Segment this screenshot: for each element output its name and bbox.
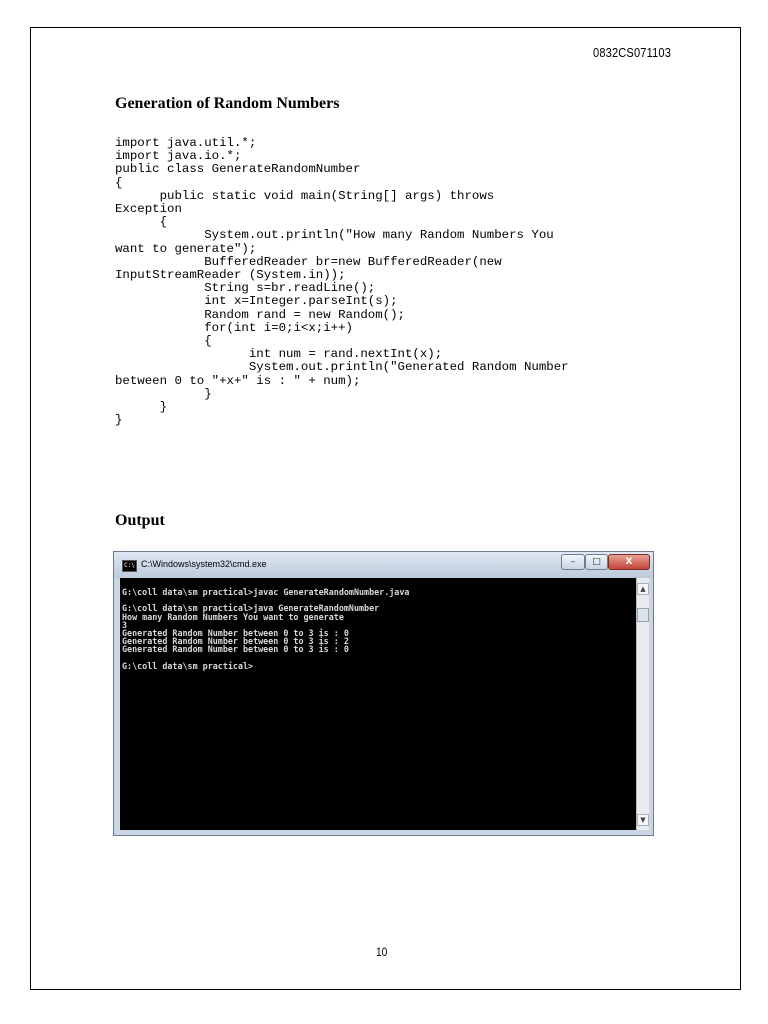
console-window-title: C:\Windows\system32\cmd.exe (141, 559, 267, 569)
maximize-button[interactable]: □ (585, 554, 608, 570)
console-screen (120, 578, 636, 830)
console-output-text: G:\coll data\sm practical>javac GenerateRandomNumber.java G:\coll data\sm practical>java GenerateRandomNumber How many Random Numbers You want to generate 3 Generated Random Number between 0 to 3 is : 0 Generated Random Number between 0 to 3 is : 2 Generated Random Number between 0 to 3 is : 0 G:\coll data\sm practical> (122, 587, 410, 671)
document-id: 0832CS071103 (593, 45, 672, 60)
cmd-icon: C:\ (122, 560, 137, 572)
scroll-up-arrow-icon[interactable]: ▲ (637, 583, 649, 595)
console-window-screenshot (113, 551, 654, 836)
section-heading-random-numbers: Generation of Random Numbers (115, 95, 340, 112)
close-button[interactable]: X (608, 554, 650, 570)
scrollbar-thumb[interactable] (637, 608, 649, 622)
section-heading-output: Output (115, 512, 165, 529)
console-titlebar (114, 552, 653, 578)
page-number: 10 (376, 945, 388, 959)
scroll-down-arrow-icon[interactable]: ▼ (637, 814, 649, 826)
minimize-button[interactable]: – (561, 554, 585, 570)
java-code-listing: import java.util.*; import java.io.*; public class GenerateRandomNumber { public static void main(String[] args) throws Exception { System.out.println("How many Random Numbers You want to generate"); BufferedReader br=new BufferedReader(new InputStreamReader (System.in)); String s=br.readLine(); int x=Integer.parseInt(s); Random rand = new Random(); for(int i=0;i<x;i++) { int num = rand.nextInt(x); System.out.println("Generated Random Number between 0 to "+x+" is : " + num); } } } (115, 136, 569, 428)
console-scrollbar[interactable] (636, 578, 649, 830)
